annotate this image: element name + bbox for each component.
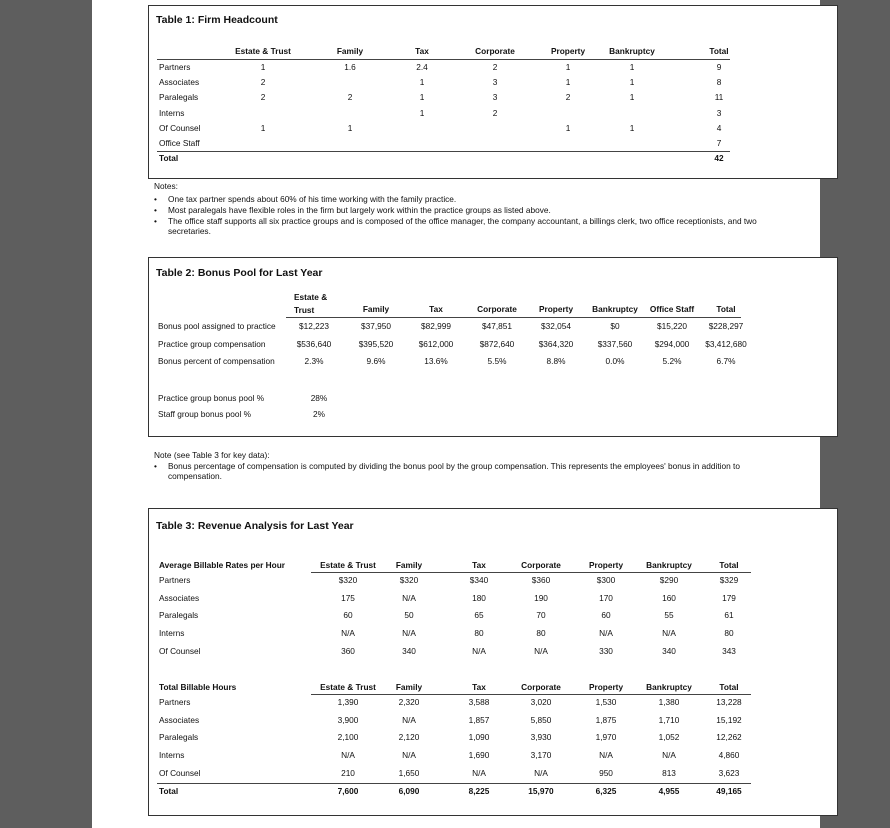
table1-title: Table 1: Firm Headcount	[156, 14, 278, 26]
table2-cell: 6.7%	[716, 356, 736, 366]
table1-cell: 3	[492, 92, 498, 103]
table3-hours-cell: 2,120	[398, 732, 420, 743]
table3-hours-cell: N/A	[341, 750, 355, 761]
table1-cell: 1	[629, 92, 635, 103]
table3-rates-cell: $300	[596, 575, 616, 585]
table3-rates-cell: N/A	[341, 628, 355, 639]
table3-rates-cell: $320	[338, 575, 358, 585]
table1-cell: 9	[716, 62, 722, 72]
table2-header-rule	[286, 317, 741, 318]
table3-hours-cell: 1,970	[595, 732, 617, 743]
table3-hours-cell: 3,623	[718, 767, 740, 778]
table3-hours-cell: 2,320	[398, 697, 420, 707]
table3-rates-cell: 340	[662, 645, 676, 656]
table1-total-rule	[157, 151, 730, 152]
table3-total-cell: 6,090	[398, 785, 420, 796]
table1-row-label: Interns	[159, 107, 185, 118]
table3-rates-cell: 343	[722, 645, 736, 656]
table1-row-label: Associates	[159, 77, 200, 88]
table1-cell: 1	[565, 77, 571, 88]
table3-box	[148, 508, 838, 816]
table2-col-header: Total	[716, 304, 736, 314]
table1-header-rule	[157, 59, 730, 60]
table3-hours-cell: 15,192	[716, 714, 742, 725]
table3-hours-cell: 1,857	[468, 714, 490, 725]
table3-hours-cell: 1,875	[595, 714, 617, 725]
table2-cell: $872,640	[479, 338, 515, 349]
table2-extra-value: 28%	[310, 393, 328, 403]
table1-cell: 1	[419, 77, 425, 88]
table3-hours-col-header: Estate & Trust	[320, 682, 376, 692]
table3-rates-cell: $290	[659, 575, 679, 585]
table1-row-label: Office Staff	[159, 138, 200, 148]
table1-cell: 8	[716, 77, 722, 88]
notes1-item-text: The office staff supports all six practice groups and is composed of the office manager, the company accountant, a billings clerk, two office receptionists, and two secretaries.	[168, 216, 757, 236]
table3-rates-cell: 179	[722, 592, 736, 603]
table1-cell: 1	[629, 77, 635, 88]
table1-cell: 1	[565, 122, 571, 133]
table1-cell: 2	[260, 77, 266, 88]
table2-cell: $536,640	[296, 338, 332, 349]
table3-total-cell: 6,325	[595, 785, 617, 796]
table1-row-label: Paralegals	[159, 92, 199, 103]
table3-rates-heading: Average Billable Rates per Hour	[159, 560, 286, 570]
table3-hours-col-header: Corporate	[521, 682, 561, 692]
table3-rates-cell: N/A	[599, 628, 613, 639]
table3-rates-col-header: Property	[588, 560, 624, 570]
notes1-item-text: Most paralegals have flexible roles in the firm but largely work within the practice groups as listed above.	[168, 205, 551, 215]
table3-hours-cell: 4,860	[718, 750, 740, 761]
table2-box	[148, 257, 838, 437]
table2-cell: $3,412,680	[705, 338, 747, 349]
table1-col-header: Tax	[415, 46, 429, 56]
table2-cell: 13.6%	[424, 356, 448, 366]
table3-hours-cell: 1,530	[595, 697, 617, 707]
table1-cell: 3	[492, 77, 498, 88]
table3-hours-cell: 3,588	[468, 697, 490, 707]
table3-rates-cell: $360	[531, 575, 551, 585]
table1-col-header: Property	[550, 46, 586, 56]
table1-cell: 1	[347, 122, 353, 133]
table2-extra-label: Practice group bonus pool %	[158, 393, 265, 403]
table3-rates-col-header: Corporate	[521, 560, 561, 570]
table1-cell: 1	[629, 62, 635, 72]
table2-cell: $37,950	[361, 321, 391, 331]
table3-rates-cell: 70	[536, 610, 546, 621]
table3-hours-cell: 1,090	[468, 732, 490, 743]
table3-total-cell: 49,165	[716, 785, 742, 796]
table2-cell: 8.8%	[546, 356, 566, 366]
table3-hours-col-header: Bankruptcy	[646, 682, 692, 692]
table3-total-cell: 4,955	[658, 785, 680, 796]
table3-hours-cell: 12,262	[716, 732, 742, 743]
table2-cell: $32,054	[541, 321, 571, 331]
table3-rates-cell: N/A	[402, 592, 416, 603]
table3-total-cell: 7,600	[337, 785, 359, 796]
table1-col-header: Family	[336, 46, 364, 56]
table1-cell: 11	[714, 92, 724, 103]
table3-rates-cell: 55	[664, 610, 674, 621]
table2-cell: $0	[610, 321, 620, 331]
table1-col-header: Corporate	[475, 46, 515, 56]
table1-col-header: Bankruptcy	[609, 46, 655, 56]
table3-rates-col-header: Tax	[472, 560, 486, 570]
table3-rates-row-label: Associates	[159, 592, 200, 603]
table2-cell: $12,223	[299, 321, 329, 331]
table3-rates-cell: 80	[724, 628, 734, 639]
table3-hours-cell: N/A	[402, 750, 416, 761]
table2-cell: 2.3%	[304, 356, 324, 366]
table1-col-header: Estate & Trust	[235, 46, 291, 56]
table3-hours-cell: 210	[341, 767, 355, 778]
table3-rates-cell: 160	[662, 592, 676, 603]
table1-cell: 1.6	[344, 62, 356, 72]
table3-hours-cell: N/A	[534, 767, 548, 778]
table2-row-label: Bonus pool assigned to practice	[158, 321, 276, 331]
table1-cell: 3	[716, 107, 722, 118]
table1-cell: 1	[260, 122, 266, 133]
table2-cell: $294,000	[654, 338, 690, 349]
bullet-icon: •	[154, 205, 157, 215]
table3-hours-cell: 813	[662, 767, 676, 778]
table3-rates-cell: 61	[724, 610, 734, 621]
table3-rates-cell: 50	[404, 610, 414, 621]
table3-rates-cell: N/A	[472, 645, 486, 656]
table3-rates-cell: 330	[599, 645, 613, 656]
table3-hours-cell: 3,170	[530, 750, 552, 761]
bullet-icon: •	[154, 461, 157, 471]
table1-cell: 7	[716, 138, 722, 148]
table2-col-header: Corporate	[477, 304, 517, 314]
table3-rates-row-label: Partners	[159, 575, 191, 585]
table2-cell: $228,297	[708, 321, 744, 331]
table3-hours-row-label: Associates	[159, 714, 200, 725]
table3-rates-col-header: Family	[395, 560, 423, 570]
bullet-icon: •	[154, 194, 157, 204]
table2-cell: 0.0%	[605, 356, 625, 366]
table3-rates-cell: N/A	[402, 628, 416, 639]
table1-cell: 2	[565, 92, 571, 103]
table1-cell: 4	[716, 122, 722, 133]
table3-total-rule	[157, 783, 751, 784]
table1-cell: 2	[347, 92, 353, 103]
table3-hours-row-label: Of Counsel	[159, 767, 201, 778]
table3-hours-cell: 13,228	[716, 697, 742, 707]
table3-hours-cell: 1,380	[658, 697, 680, 707]
table1-row-label: Partners	[159, 62, 191, 72]
table3-rates-cell: 80	[536, 628, 546, 639]
table3-rates-col-header: Bankruptcy	[646, 560, 692, 570]
table3-hours-cell: 3,020	[530, 697, 552, 707]
table3-rates-cell: 360	[341, 645, 355, 656]
table1-box	[148, 5, 838, 179]
table3-hours-row-label: Interns	[159, 750, 185, 761]
table3-rates-cell: 180	[472, 592, 486, 603]
table3-rates-cell: 60	[601, 610, 611, 621]
table3-total-label: Total	[159, 785, 179, 796]
table2-col-header: Tax	[429, 304, 443, 314]
table2-col-header: Estate & Trust	[294, 292, 328, 315]
table3-rates-header-rule	[311, 572, 751, 573]
table3-rates-cell: 190	[534, 592, 548, 603]
table1-total-value: 42	[714, 153, 724, 163]
table3-rates-row-label: Interns	[159, 628, 185, 639]
table1-cell: 1	[419, 92, 425, 103]
notes1-item-text: One tax partner spends about 60% of his time working with the family practice.	[168, 194, 457, 204]
table3-hours-heading: Total Billable Hours	[159, 682, 237, 692]
table1-cell: 1	[565, 62, 571, 72]
table3-hours-cell: N/A	[472, 767, 486, 778]
table2-cell: $612,000	[418, 338, 454, 349]
table3-hours-cell: N/A	[402, 714, 416, 725]
table3-hours-cell: 1,052	[658, 732, 680, 743]
table3-hours-cell: 1,690	[468, 750, 490, 761]
table2-title: Table 2: Bonus Pool for Last Year	[156, 267, 323, 279]
table2-extra-label: Staff group bonus pool %	[158, 409, 252, 419]
table3-rates-row-label: Paralegals	[159, 610, 199, 621]
table3-rates-cell: 340	[402, 645, 416, 656]
table2-col-header: Property	[538, 304, 574, 314]
table3-rates-cell: 80	[474, 628, 484, 639]
table3-rates-cell: N/A	[662, 628, 676, 639]
table3-rates-cell: $329	[719, 575, 739, 585]
notes2-heading: Note (see Table 3 for key data):	[154, 450, 270, 460]
table2-row-label: Bonus percent of compensation	[158, 356, 275, 366]
table1-cell: 2.4	[416, 62, 428, 72]
table2-cell: $364,320	[538, 338, 574, 349]
table3-hours-cell: 1,710	[658, 714, 680, 725]
table2-row-label: Practice group compensation	[158, 338, 266, 349]
table3-hours-col-header: Family	[395, 682, 423, 692]
notes2-item-text: Bonus percentage of compensation is computed by dividing the bonus pool by the group compensation. This represents the employees' bonus in addition to compensation.	[168, 461, 740, 481]
table1-cell: 1	[260, 62, 266, 72]
table2-cell: 9.6%	[366, 356, 386, 366]
table3-hours-cell: 3,930	[530, 732, 552, 743]
table3-hours-cell: 2,100	[337, 732, 359, 743]
table1-cell: 1	[629, 122, 635, 133]
table3-hours-cell: 3,900	[337, 714, 359, 725]
table1-cell: 2	[260, 92, 266, 103]
table3-rates-cell: 170	[599, 592, 613, 603]
table1-cell: 2	[492, 62, 498, 72]
table2-col-header: Bankruptcy	[592, 304, 638, 314]
table3-hours-header-rule	[311, 694, 751, 695]
document-page	[92, 0, 820, 828]
table3-rates-cell: 60	[343, 610, 353, 621]
table3-rates-col-header: Total	[719, 560, 739, 570]
table2-col-header: Family	[362, 304, 390, 314]
table1-row-label: Of Counsel	[159, 122, 201, 133]
table2-col-header: Office Staff	[649, 304, 695, 314]
table3-hours-cell: 1,650	[398, 767, 420, 778]
notes1-heading: Notes:	[154, 181, 178, 191]
table2-cell: 5.2%	[662, 356, 682, 366]
table2-cell: 5.5%	[487, 356, 507, 366]
table2-cell: $82,999	[421, 321, 451, 331]
table3-hours-cell: N/A	[662, 750, 676, 761]
table2-extra-value: 2%	[313, 409, 325, 419]
table1-total-label: Total	[159, 153, 179, 163]
table3-hours-col-header: Property	[588, 682, 624, 692]
table3-total-cell: 8,225	[468, 785, 490, 796]
table3-total-cell: 15,970	[528, 785, 554, 796]
table3-hours-cell: N/A	[599, 750, 613, 761]
table3-rates-cell: 175	[341, 592, 355, 603]
table1-cell: 2	[492, 107, 498, 118]
table3-hours-cell: 950	[599, 767, 613, 778]
table3-rates-cell: $320	[399, 575, 419, 585]
table1-cell: 1	[419, 107, 425, 118]
table3-rates-cell: N/A	[534, 645, 548, 656]
table3-title: Table 3: Revenue Analysis for Last Year	[156, 520, 354, 532]
table2-cell: $337,560	[597, 338, 633, 349]
table3-hours-col-header: Tax	[472, 682, 486, 692]
table3-rates-row-label: Of Counsel	[159, 645, 201, 656]
table2-cell: $15,220	[657, 321, 687, 331]
table3-hours-cell: 1,390	[337, 697, 359, 707]
table3-hours-row-label: Partners	[159, 697, 191, 707]
table3-rates-cell: $340	[469, 575, 489, 585]
table3-hours-col-header: Total	[719, 682, 739, 692]
table3-rates-cell: 65	[474, 610, 484, 621]
table3-hours-cell: 5,850	[530, 714, 552, 725]
table3-rates-col-header: Estate & Trust	[320, 560, 376, 570]
table1-col-header: Total	[709, 46, 729, 56]
table2-cell: $47,851	[482, 321, 512, 331]
table3-hours-row-label: Paralegals	[159, 732, 199, 743]
table2-cell: $395,520	[358, 338, 394, 349]
bullet-icon: •	[154, 216, 157, 226]
